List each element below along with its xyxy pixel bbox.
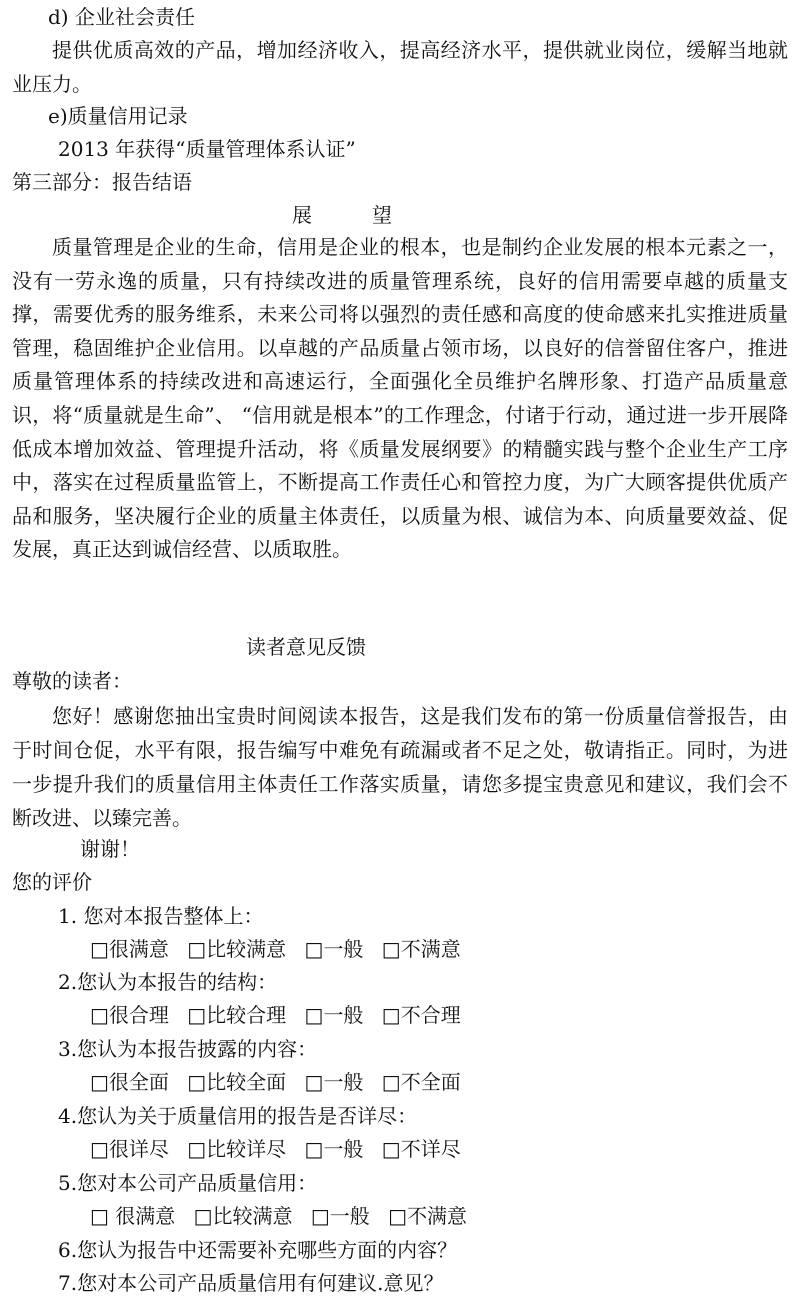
- question-1: 1. 您对本报告整体上：: [58, 904, 264, 928]
- option-fairly-reasonable[interactable]: □ 比较合理: [187, 1003, 286, 1027]
- question-4: 4.您认为关于质量信用的报告是否详尽：: [58, 1104, 418, 1128]
- question-5: 5.您对本公司产品质量信用：: [58, 1171, 318, 1195]
- option-fairly-comprehensive[interactable]: □ 比较全面: [187, 1070, 286, 1094]
- option-not-detailed[interactable]: □ 不详尽: [382, 1137, 461, 1161]
- option-very-reasonable[interactable]: □ 很合理: [90, 1003, 169, 1027]
- option-very-comprehensive[interactable]: □ 很全面: [90, 1070, 169, 1094]
- section-d-heading: d) 企业社会责任: [48, 5, 195, 29]
- feedback-thanks: 谢谢！: [80, 837, 140, 861]
- option-unreasonable[interactable]: □ 不合理: [382, 1003, 461, 1027]
- option-fairly-satisfied[interactable]: □ 比较满意: [187, 937, 286, 961]
- feedback-title: 读者意见反馈: [246, 635, 366, 659]
- option-average[interactable]: □ 一般: [305, 1070, 364, 1094]
- evaluation-title: 您的评价: [12, 870, 92, 894]
- section-d-body: 提供优质高效的产品，增加经济收入，提高经济水平，提供就业岗位，缓解当地就业压力。: [12, 38, 788, 96]
- option-fairly-satisfied[interactable]: □ 比较满意: [194, 1204, 293, 1228]
- option-very-detailed[interactable]: □ 很详尽: [90, 1137, 169, 1161]
- option-average[interactable]: □ 一般: [305, 1003, 364, 1027]
- option-average[interactable]: □ 一般: [305, 937, 364, 961]
- feedback-body: 您好！感谢您抽出宝贵时间阅读本报告，这是我们发布的第一份质量信誉报告，由于时间仓促，水平有限，报告编写中难免有疏漏或者不足之处，敬请指正。同时，为进一步提升我们的质量信用主体责任工作落实质量，请您多提宝贵意见和建议，我们会不断改进、以臻完善。: [12, 704, 788, 830]
- option-very-satisfied[interactable]: □ 很满意: [90, 937, 169, 961]
- question-4-options: [90, 1134, 473, 1164]
- option-average[interactable]: □ 一般: [305, 1137, 364, 1161]
- question-5-options: [90, 1201, 479, 1231]
- option-unsatisfied[interactable]: □ 不满意: [388, 1204, 467, 1228]
- question-1-options: [90, 934, 473, 964]
- question-3-options: [90, 1067, 473, 1097]
- option-incomplete[interactable]: □ 不全面: [382, 1070, 461, 1094]
- option-average[interactable]: □ 一般: [311, 1204, 370, 1228]
- question-2: 2.您认为本报告的结构：: [58, 970, 278, 994]
- part3-subtitle: 展 望: [292, 203, 392, 227]
- option-fairly-detailed[interactable]: □ 比较详尽: [187, 1137, 286, 1161]
- question-7: 7.您对本公司产品质量信用有何建议.意见？: [58, 1271, 444, 1295]
- option-unsatisfied[interactable]: □ 不满意: [382, 937, 461, 961]
- option-very-satisfied[interactable]: □ 很满意: [90, 1204, 175, 1228]
- section-e-body: 2013 年获得“质量管理体系认证”: [58, 137, 356, 161]
- feedback-salutation: 尊敬的读者：: [12, 669, 132, 693]
- question-3: 3.您认为本报告披露的内容：: [58, 1037, 318, 1061]
- part3-title: 第三部分：报告结语: [12, 170, 192, 194]
- section-e-heading: e)质量信用记录: [48, 104, 188, 128]
- question-2-options: [90, 1000, 473, 1030]
- part3-body: 质量管理是企业的生命，信用是企业的根本，也是制约企业发展的根本元素之一，没有一劳永逸的质量，只有持续改进的质量管理系统，良好的信用需要卓越的质量支撑，需要优秀的服务维系，未来公司将以强烈的责任感和高度的使命感来扎实推进质量管理，稳固维护企业信用。以卓越的产品质量占领市场，以良好的信誉留住客户，推进质量管理体系的持续改进和高速运行，全面强化全员维护名牌形象、打造产品质量意识，将“质量就是生命”、 “信用就是根本”的工作理念，付诸于行动，通过进一步开展降低成本增加效益、管理提升活动，将《质量发展纲要》的精髓实践与整个企业生产工序中，落实在过程质量监管上，不断提高工作责任心和管控力度，为广大顾客提供优质产品和服务，坚决履行企业的质量主体责任，以质量为根、诚信为本、向质量要效益、促发展，真正达到诚信经营、以质取胜。: [12, 235, 788, 562]
- question-6: 6.您认为报告中还需要补充哪些方面的内容？: [58, 1238, 458, 1262]
